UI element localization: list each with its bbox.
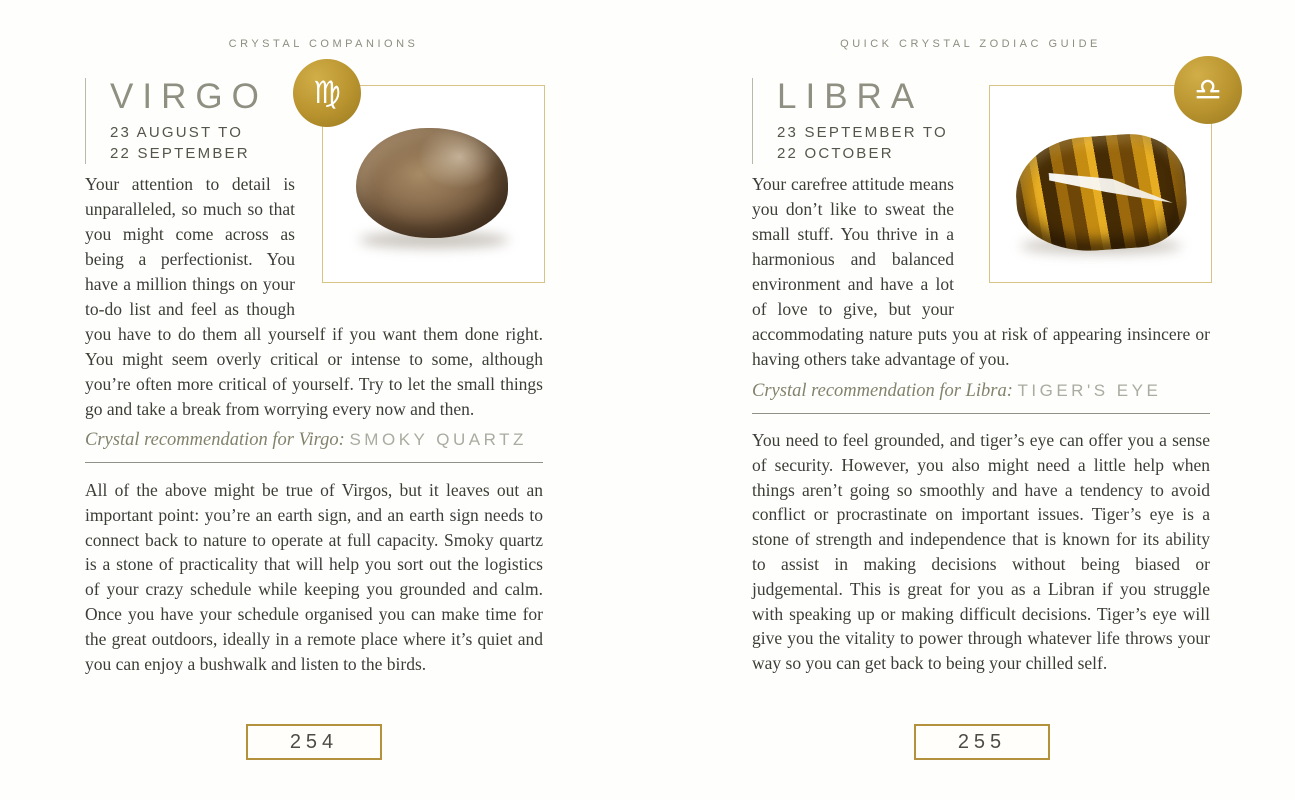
sign-dates-line1: 23 SEPTEMBER TO — [777, 124, 948, 141]
virgo-recommendation-label: Crystal recommendation for Virgo: — [85, 430, 350, 450]
libra-body-paragraph: You need to feel grounded, and tiger’s eye can offer you a sense of security. However, you also might need a little help when things aren’t going so smoothly and have a tendency to avoid conflict or procrastinate on important issues. Tiger’s eye is a stone of strength and independence that is known for its ability to assist in making decisions without being biased or judgemental. This is great for you as a Libran if you struggle with speaking up or making difficult decisions. Tiger’s eye will give you the vitality to power through whatever life throws your way so you can get back to being your chilled self. — [752, 430, 1210, 674]
sign-name-libra: LIBRA — [777, 77, 924, 116]
libra-recommendation-heading — [752, 381, 1210, 414]
running-head-left: CRYSTAL COMPANIONS — [228, 38, 419, 50]
libra-intro-text: Your carefree attitude means you don’t like to sweat the small stuff. You thrive in a harmonious and balanced environment and have a lot of love to give, but your accommodating nature puts you at risk of appearing insincere or having others take advantage of you. — [752, 174, 1210, 369]
virgo-symbol-icon: ♍ — [313, 74, 341, 111]
sign-dates-line2: 22 OCTOBER — [777, 145, 894, 162]
page-right-libra — [647, 0, 1294, 800]
text-wrap-spacer — [295, 172, 543, 298]
sign-title-block-libra — [752, 78, 948, 164]
sign-dates-libra — [777, 122, 948, 164]
sign-title-block-virgo — [85, 78, 268, 164]
page-left-virgo — [0, 0, 647, 800]
virgo-recommendation-crystal: SMOKY QUARTZ — [349, 430, 527, 449]
libra-badge — [1174, 56, 1242, 124]
page-number-text: 255 — [957, 730, 1007, 753]
virgo-intro-text: Your attention to detail is unparalleled, so much so that you might come across as being a perfectionist. You have a million things on your to-do list and feel as though you have to do them all yourself if you want them done right. You might seem overly critical or intense to some, although you’re often more critical of yourself. Try to let the small things go and take a break from worrying every now and then. — [85, 174, 543, 419]
page-number-255 — [914, 724, 1050, 760]
sign-dates-line2: 22 SEPTEMBER — [110, 145, 250, 162]
virgo-intro-paragraph — [85, 172, 543, 422]
running-head-right: QUICK CRYSTAL ZODIAC GUIDE — [840, 38, 1101, 50]
text-wrap-spacer — [954, 172, 1210, 298]
page-number-text: 254 — [289, 730, 339, 753]
virgo-body-paragraph: All of the above might be true of Virgos, but it leaves out an important point: you’re an earth sign, and an earth sign needs to connect back to nature to operate at full capacity. Smoky quartz is a stone of practicality that will help you sort out the logistics of your crazy schedule while keeping you grounded and calm. Once you have your schedule organised you can make time for the great outdoors, ideally in a remote place where it’s quiet and you can enjoy a bushwalk and listen to the birds. — [85, 480, 543, 674]
virgo-badge — [293, 59, 361, 127]
libra-recommendation-label: Crystal recommendation for Libra: — [752, 381, 1018, 401]
libra-symbol-icon: ♎ — [1194, 71, 1222, 108]
page-number-254 — [246, 724, 382, 760]
libra-intro-paragraph — [752, 172, 1210, 372]
sign-dates-line1: 23 AUGUST TO — [110, 124, 244, 141]
sign-dates-virgo — [110, 122, 268, 164]
sign-name-virgo: VIRGO — [110, 77, 268, 116]
virgo-recommendation-heading — [85, 430, 543, 463]
libra-recommendation-crystal: TIGER'S EYE — [1017, 381, 1162, 400]
